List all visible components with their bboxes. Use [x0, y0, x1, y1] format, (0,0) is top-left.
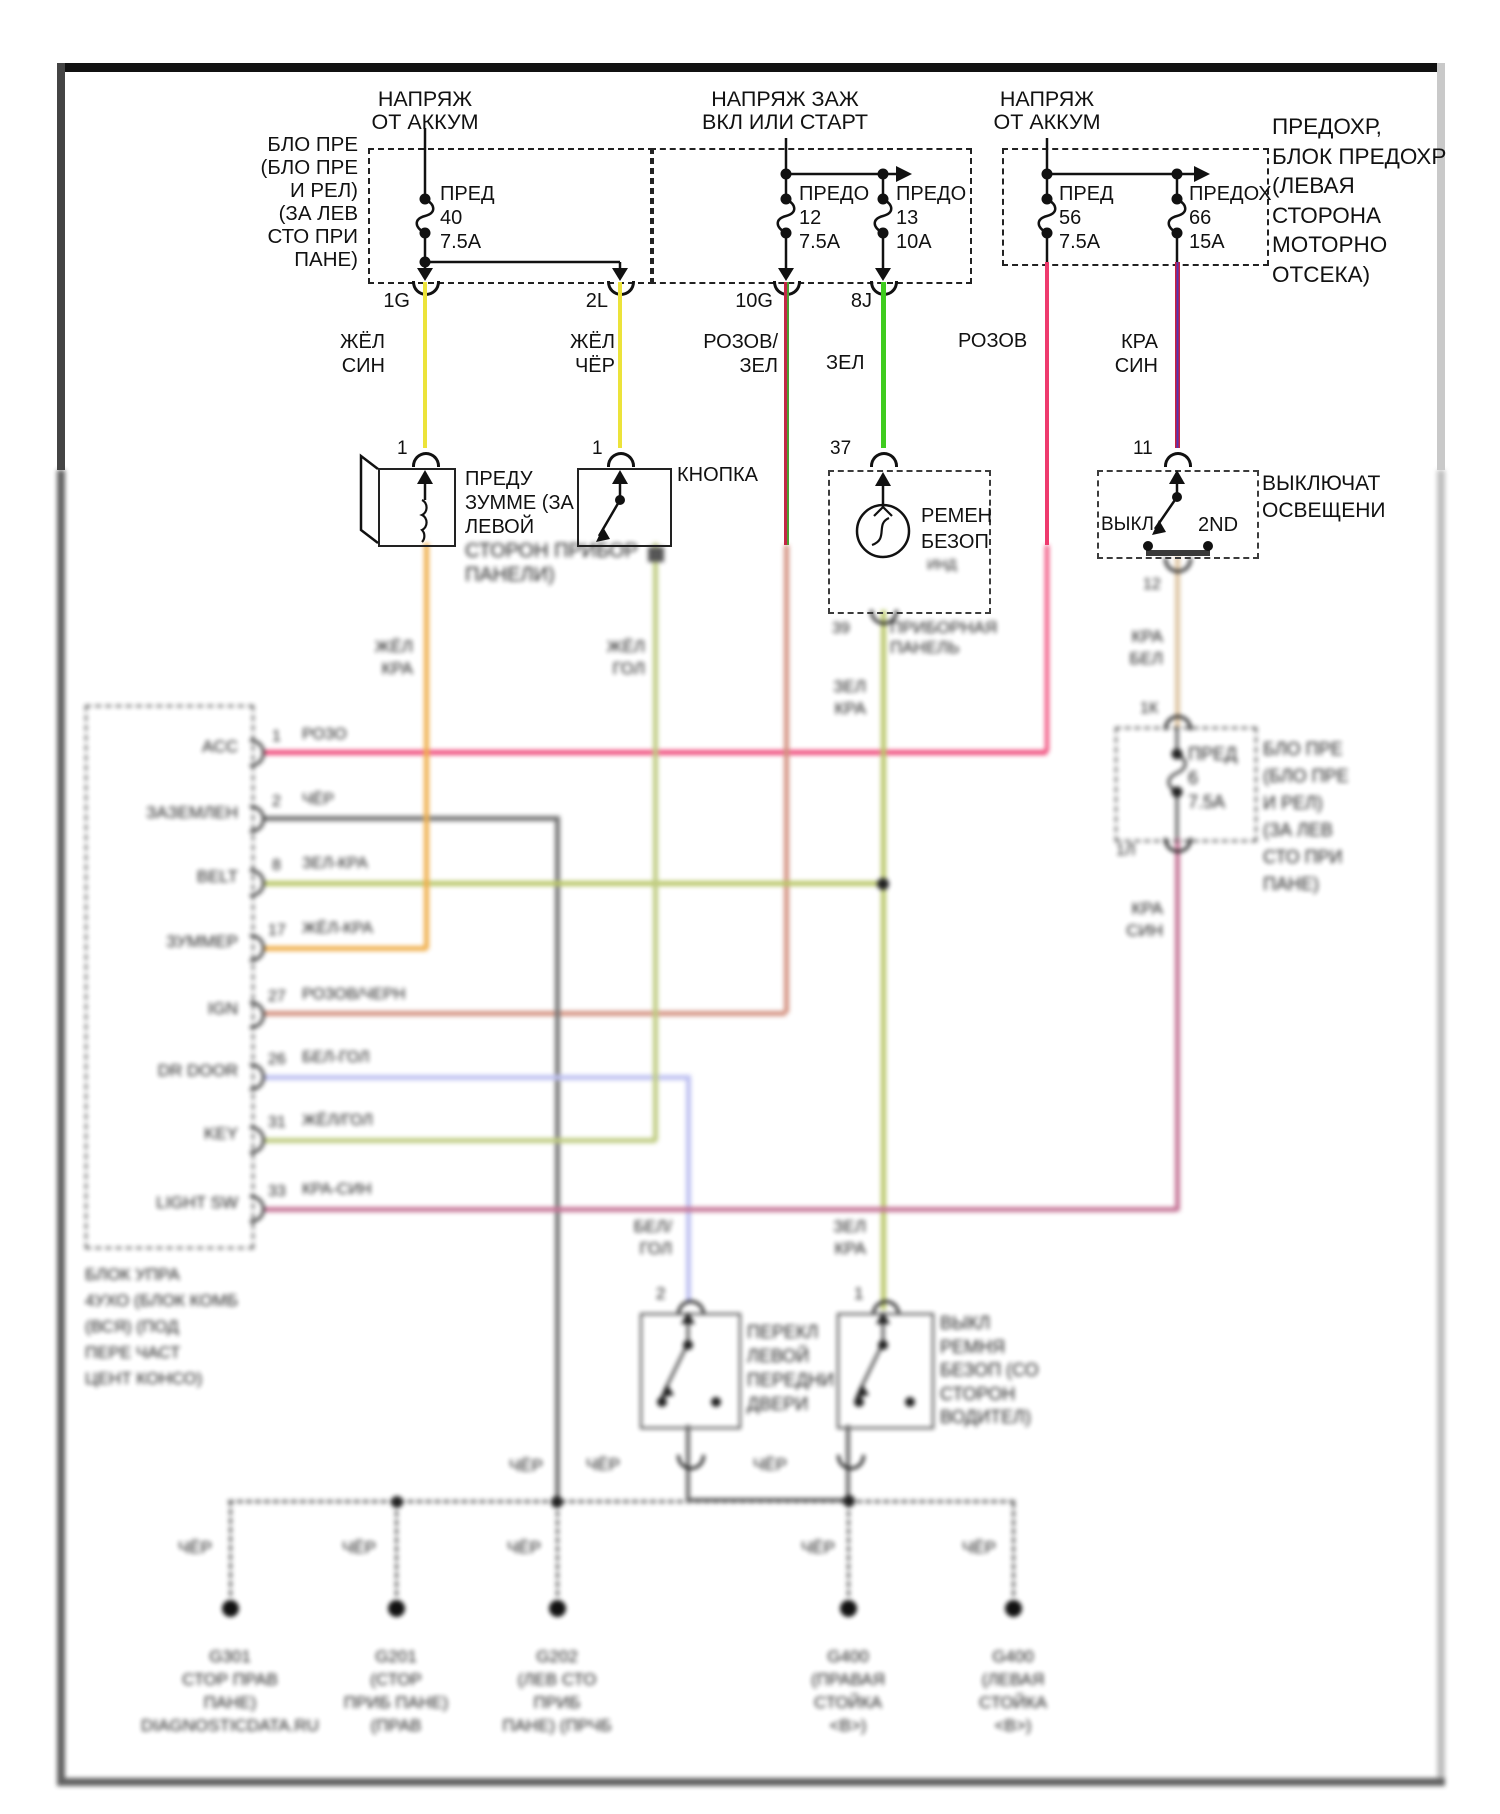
door-wire-label: БЕЛ/ ГОЛ [633, 1217, 672, 1258]
belt-location-label: ПРИБОРНАЯ ПАНЕЛЬ [890, 618, 998, 657]
door-switch-label: ПЕРЕКЛ ЛЕВОЙ ПЕРЕДНИ ДВЕРИ [747, 1322, 835, 1414]
right-fuse-block-label: ПРЕДОХР, БЛОК ПРЕДОХР (ЛЕВАЯ СТОРОНА МОТОРНО ОТСЕКА) [1272, 114, 1447, 287]
fuse66-label: ПРЕДОХ 66 15А [1189, 183, 1272, 253]
belt-label: РЕМЕН БЕЗОП [921, 505, 993, 553]
connector-2l: 2L [585, 290, 608, 312]
buzzer-out-wire-label: ЖЁЛ КРА [374, 637, 413, 678]
belt2-out-black-label: ЧЁР [752, 1455, 787, 1474]
cu-pin-name-door: DR DOOR [157, 1061, 238, 1080]
buzzer-label-lower: СТОРОН ПРИБОР ПАНЕЛИ) [465, 540, 638, 586]
cu-wire-name: ЗЕЛ-КРА [302, 855, 368, 872]
heading-battery-right: НАПРЯЖ ОТ АККУМ [993, 87, 1101, 134]
heading-battery-left: НАПРЯЖ ОТ АККУМ [371, 87, 479, 134]
cu-pin-num: 8 [272, 857, 281, 874]
cu-wire-name: КРА-СИН [302, 1181, 372, 1198]
door-out-black-label: ЧЁР [585, 1455, 620, 1474]
cu-pin-name-lightsw: LIGHT SW [156, 1193, 238, 1212]
buzzer-label: ПРЕДУ ЗУММЕ (ЗА ЛЕВОЙ [465, 468, 574, 538]
black-label-g4: ЧЁР [800, 1538, 835, 1557]
cu-pin-name-acc: ACC [202, 737, 238, 756]
button-pin: 1 [592, 438, 603, 459]
cu-pin-num: 31 [268, 1114, 286, 1131]
wire6-label: КРА СИН [1114, 331, 1158, 377]
fuse40-label: ПРЕД 40 7.5А [440, 183, 495, 253]
cu-pin-num: 27 [268, 988, 286, 1005]
connector-1g: 1G [383, 290, 410, 312]
ground-label-1: G301 СТОР ПРАВ ПАНЕ) DIAGNOSTICDATA.RU [141, 1647, 319, 1735]
fuse56-label: ПРЕД 56 7.5А [1059, 183, 1114, 253]
black-label-g2: ЧЁР [341, 1538, 376, 1557]
ground-label-3: G202 (ЛЕВ СТО ПРИБ ПАНЕ) (ПРЧБ [502, 1647, 612, 1735]
cu-pin-name-key: KEY [203, 1124, 238, 1143]
fuse6-label: ПРЕД 6 7.5А [1188, 744, 1238, 812]
belt-switch-pin: 1 [854, 1284, 864, 1303]
wire3-label: РОЗОВ/ ЗЕЛ [703, 331, 778, 377]
lsw-out-wire-label: КРА БЕЛ [1129, 627, 1163, 668]
ground-label-4: G400 (ПРАВАЯ СТОЙКА <В>) [811, 1647, 885, 1735]
belt2-wire-label: ЗЕЛ КРА [833, 1217, 866, 1258]
cu-pin-num: 17 [268, 922, 286, 939]
door-switch-pin: 2 [656, 1284, 666, 1303]
cu-pin-num: 26 [268, 1051, 286, 1068]
belt-pin: 37 [830, 438, 852, 459]
black-label-g3: ЧЁР [506, 1538, 541, 1557]
wire1-label: ЖЁЛ СИН [340, 331, 385, 377]
wire5-label: РОЗОВ [958, 330, 1028, 352]
cu-pin-name-buzzer: ЗУММЕР [166, 932, 238, 951]
fusebox2-location-label: БЛО ПРЕ (БЛО ПРЕ И РЕЛ) (ЗА ЛЕВ СТО ПРИ ПАНЕ) [1263, 739, 1349, 894]
fusebox2-out-pin: 1Л [1116, 842, 1136, 859]
connector-8j: 8J [850, 290, 872, 312]
connector-10g: 10G [735, 290, 773, 312]
light-switch-off-label: ВЫКЛ [1101, 514, 1155, 535]
cu-pin-num: 33 [268, 1183, 286, 1200]
ground-label-5: G400 (ЛЕВАЯ СТОЙКА <В>) [978, 1647, 1048, 1735]
buzzer-pin: 1 [397, 438, 408, 459]
belt-inner-text: ИНД [927, 556, 957, 572]
cu-pin-name-belt: BELT [196, 867, 238, 886]
fusebox2-in-pin: 1К [1140, 700, 1159, 717]
wire4-label: ЗЕЛ [826, 352, 865, 374]
cu-pin-name-ign: IGN [207, 999, 238, 1018]
wire2-label: ЖЁЛ ЧЁР [570, 331, 615, 377]
cu-pin-num: 1 [272, 728, 281, 745]
belt-switch-label: ВЫКЛ РЕМНЯ БЕЗОП (СО СТОРОН ВОДИТЕЛ) [940, 1313, 1039, 1427]
cu-wire-name: БЕЛ-ГОЛ [302, 1049, 370, 1066]
cu-wire-name: РОЗОВ/ЧЕРН [302, 986, 406, 1003]
control-unit-label: БЛОК УПРА 4УХО (БЛОК КОМБ (ВСЯ) (ПОД ПЕРЕ ЧАСТ ЦЕНТ КОНСО) [85, 1265, 239, 1388]
cu-pin-num: 2 [272, 793, 281, 810]
black-label-g5: ЧЁР [961, 1538, 996, 1557]
left-fuse-block-label: БЛО ПРЕ (БЛО ПРЕ И РЕЛ) (ЗА ЛЕВ СТО ПРИ ПАНЕ) [260, 133, 358, 271]
fuse12-label: ПРЕДО 12 7.5А [799, 183, 870, 253]
black-label-g1: ЧЁР [177, 1538, 212, 1557]
fuse6-out-wire-label: КРА СИН [1126, 899, 1163, 940]
light-switch-2nd-label: 2ND [1198, 514, 1239, 536]
black-label-g3b: ЧЁР [508, 1456, 543, 1475]
heading-ignition: НАПРЯЖ ЗАЖ ВКЛ ИЛИ СТАРТ [701, 87, 869, 134]
cu-wire-name: ЖЁЛ/ГОЛ [302, 1112, 373, 1129]
light-switch-pin: 11 [1133, 438, 1153, 459]
cu-pin-name-gnd: ЗАЗЕМЛЕН [146, 803, 238, 822]
belt-out-wire-label: ЗЕЛ КРА [833, 677, 866, 718]
cu-wire-name: РОЗО [302, 726, 347, 743]
cu-wire-name: ЖЁЛ-КРА [302, 920, 373, 937]
light-switch-label: ВЫКЛЮЧАТ ОСВЕЩЕНИ [1262, 472, 1386, 522]
button-out-wire-label: ЖЁЛ ГОЛ [606, 637, 645, 678]
ground-label-2: G201 (СТОР ПРИБ ПАНЕ) (ПРАВ [343, 1647, 449, 1735]
button-label: КНОПКА [677, 464, 759, 486]
fuse13-label: ПРЕДО 13 10А [896, 183, 967, 253]
belt-out-pin: 39 [832, 620, 850, 637]
light-switch-out-pin: 12 [1143, 576, 1161, 593]
cu-wire-name: ЧЁР [302, 791, 335, 808]
